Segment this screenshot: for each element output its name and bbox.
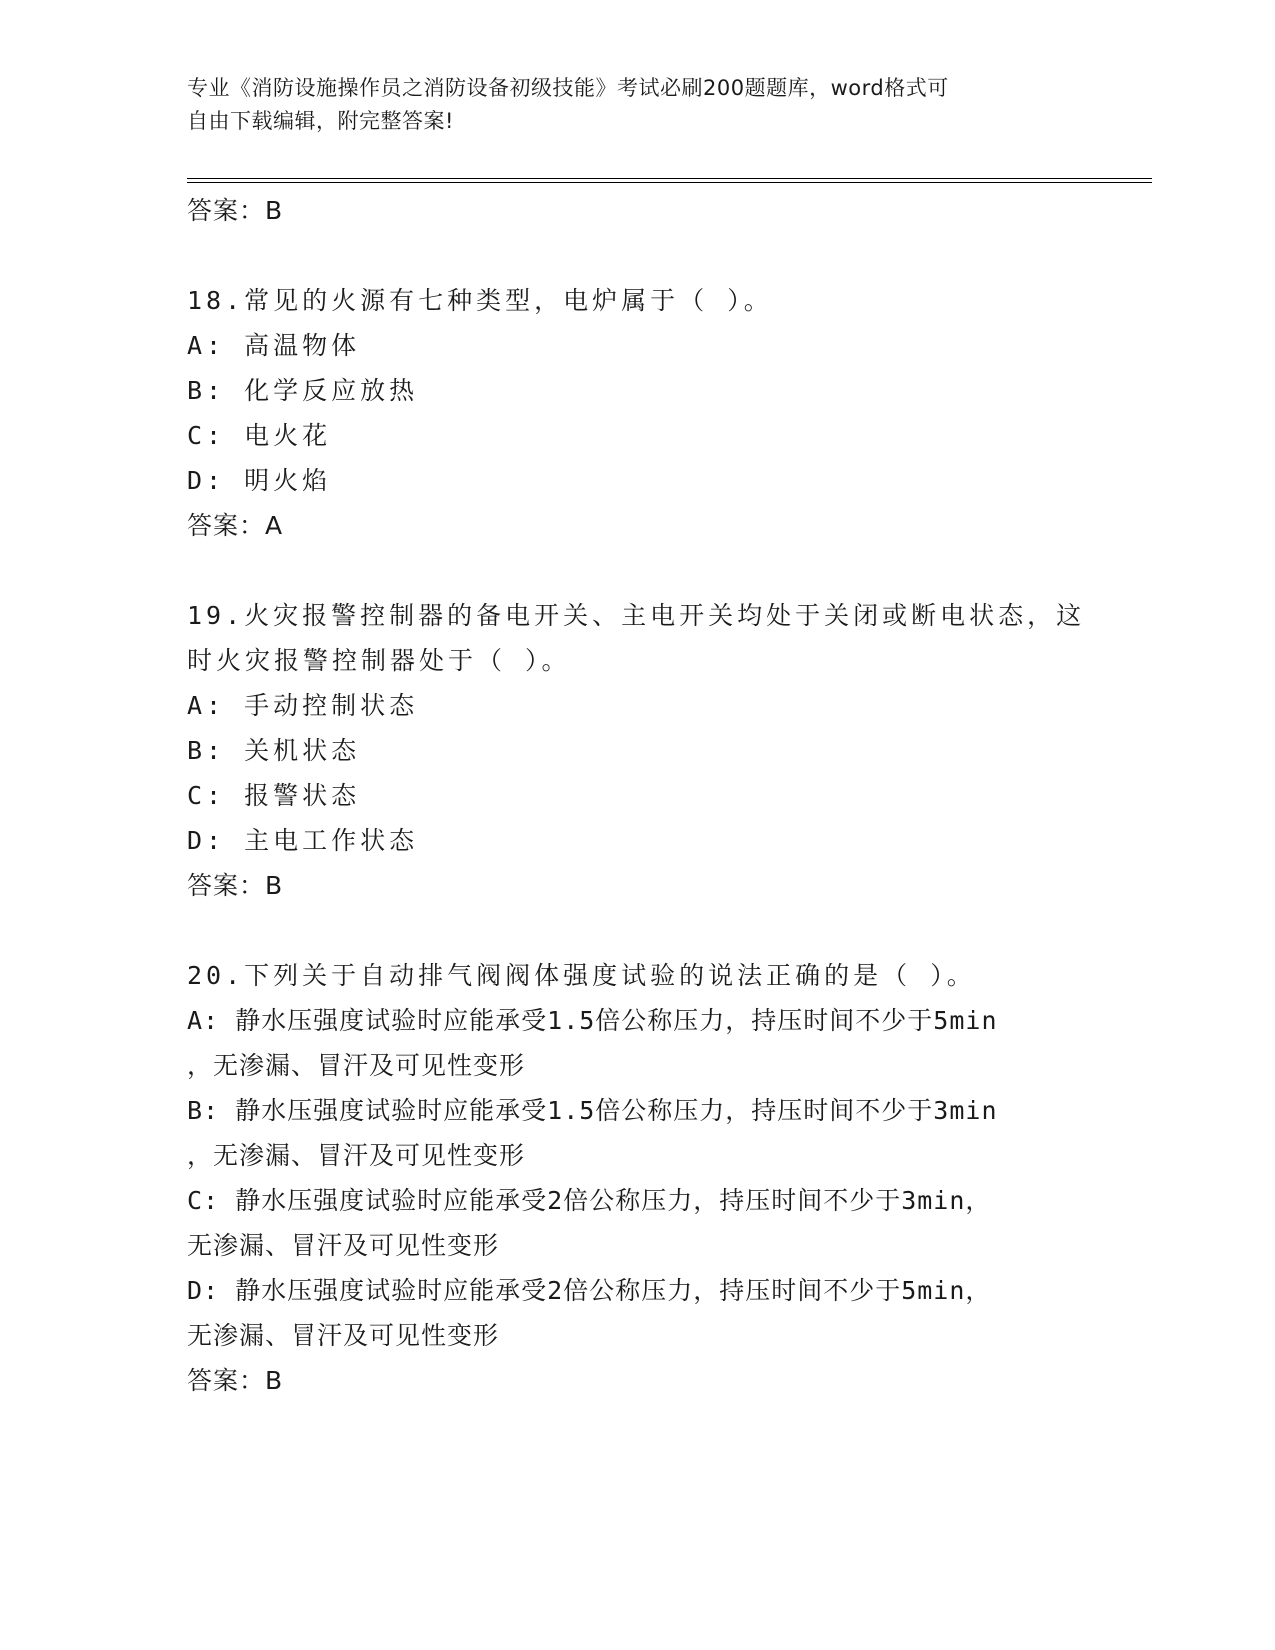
answer-line: 答案：B bbox=[187, 871, 284, 900]
option-a: A: 高温物体 bbox=[187, 331, 361, 360]
option-d-continued: 无渗漏、冒汗及可见性变形 bbox=[187, 1321, 500, 1350]
option-d: D: 静水压强度试验时应能承受2倍公称压力，持压时间不少于5min， bbox=[187, 1276, 992, 1305]
option-d: D: 明火焰 bbox=[187, 466, 332, 495]
document-header bbox=[187, 72, 1067, 138]
question-text: 时火灾报警控制器处于（ ）。 bbox=[187, 646, 571, 675]
question-block bbox=[187, 953, 1127, 1403]
option-b: B: 关机状态 bbox=[187, 736, 361, 765]
option-b: B: 化学反应放热 bbox=[187, 376, 419, 405]
document-body bbox=[187, 188, 1127, 1403]
question-text: 19.火灾报警控制器的备电开关、主电开关均处于关闭或断电状态，这 bbox=[187, 601, 1086, 630]
option-a-continued: ，无渗漏、冒汗及可见性变形 bbox=[187, 1051, 526, 1080]
option-c: C: 电火花 bbox=[187, 421, 332, 450]
header-line: 专业《消防设施操作员之消防设备初级技能》考试必刷200题题库，word格式可 bbox=[187, 76, 949, 100]
header-divider bbox=[187, 182, 1152, 183]
question-text: 20.下列关于自动排气阀阀体强度试验的说法正确的是（ ）。 bbox=[187, 961, 976, 990]
option-b-continued: ，无渗漏、冒汗及可见性变形 bbox=[187, 1141, 526, 1170]
header-line: 自由下载编辑，附完整答案! bbox=[187, 109, 454, 133]
answer-line: 答案：A bbox=[187, 511, 284, 540]
option-c-continued: 无渗漏、冒汗及可见性变形 bbox=[187, 1231, 500, 1260]
answer-line: 答案：B bbox=[187, 1366, 284, 1395]
question-text: 18.常见的火源有七种类型，电炉属于（ ）。 bbox=[187, 286, 773, 315]
option-a: A: 静水压强度试验时应能承受1.5倍公称压力，持压时间不少于5min bbox=[187, 1006, 998, 1035]
option-c: C: 静水压强度试验时应能承受2倍公称压力，持压时间不少于3min， bbox=[187, 1186, 992, 1215]
option-b: B: 静水压强度试验时应能承受1.5倍公称压力，持压时间不少于3min bbox=[187, 1096, 998, 1125]
answer-line: 答案：B bbox=[187, 196, 284, 225]
option-a: A: 手动控制状态 bbox=[187, 691, 419, 720]
header-divider bbox=[187, 178, 1152, 179]
question-block bbox=[187, 278, 1127, 548]
option-d: D: 主电工作状态 bbox=[187, 826, 419, 855]
question-block bbox=[187, 593, 1127, 908]
option-c: C: 报警状态 bbox=[187, 781, 361, 810]
